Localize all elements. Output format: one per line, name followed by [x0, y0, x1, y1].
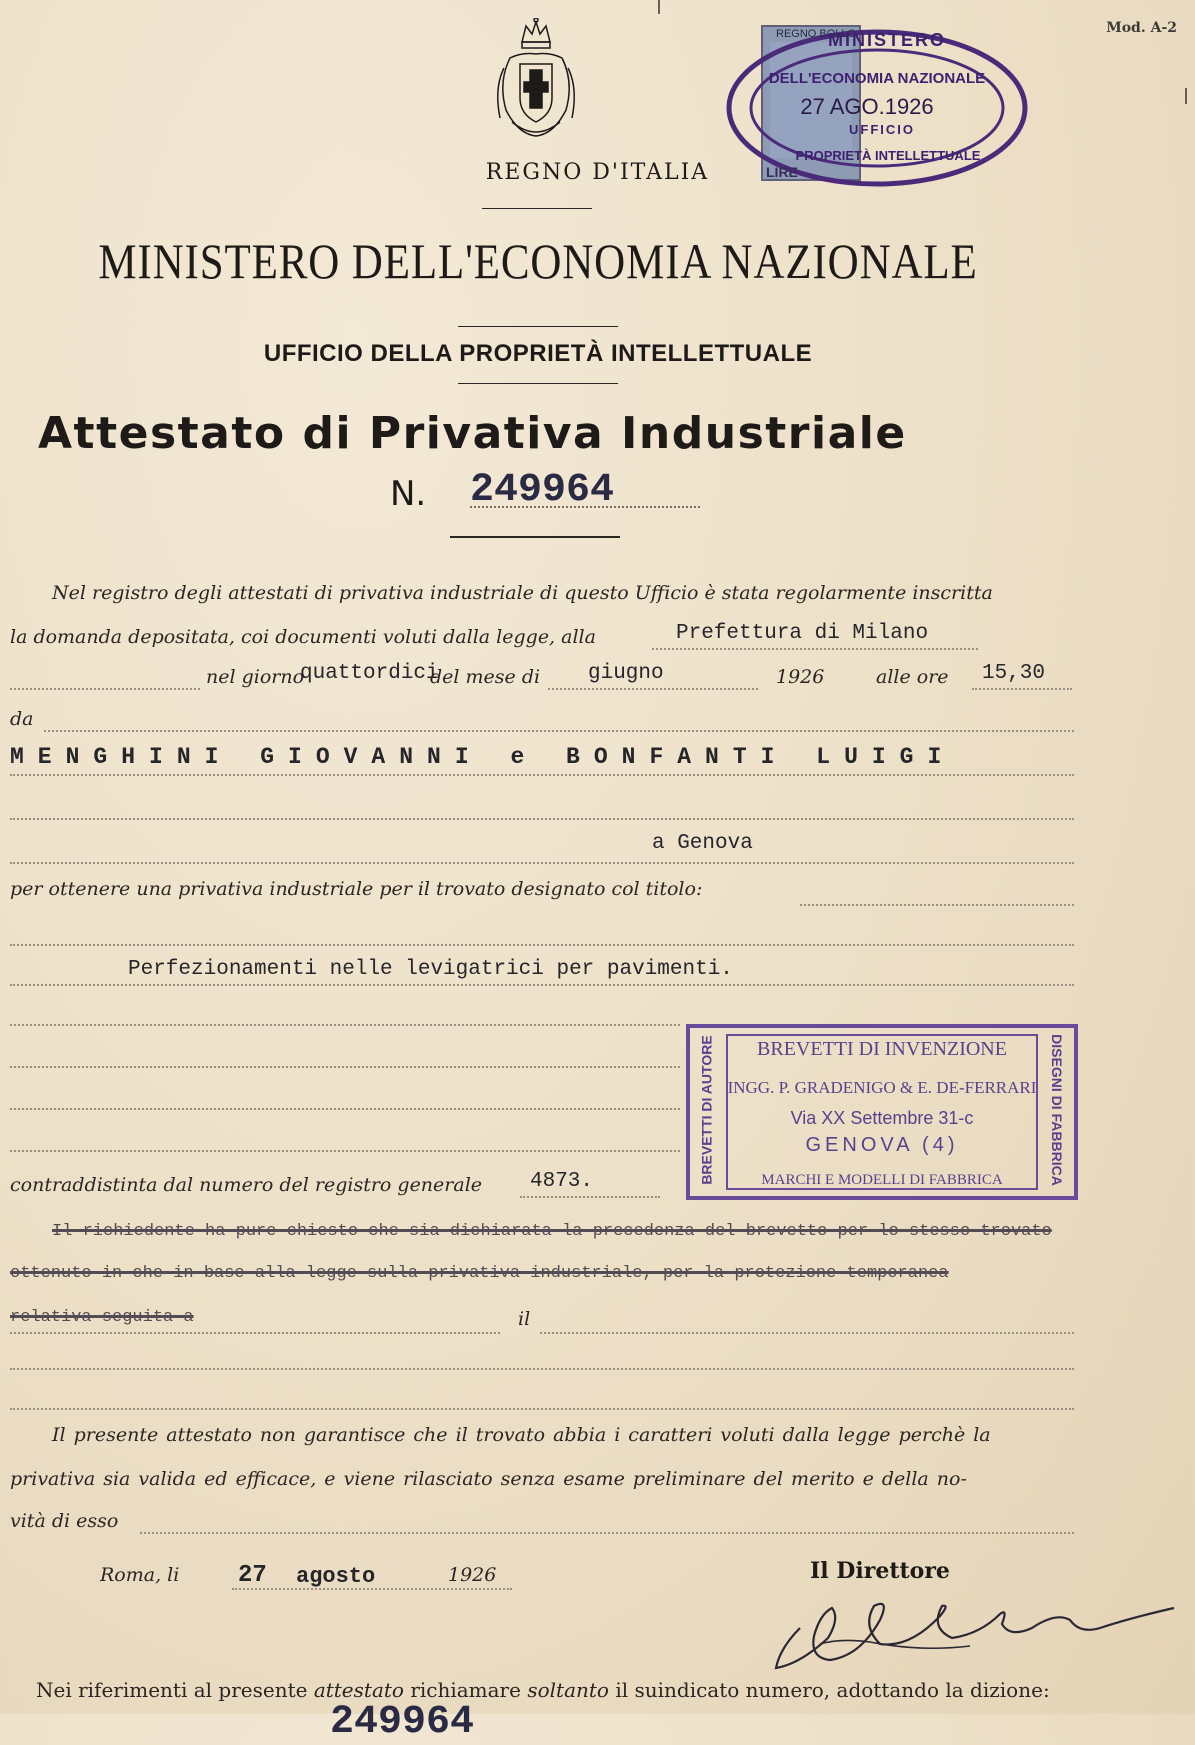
edge-mark: [658, 0, 660, 14]
applicants-value: MENGHINI GIOVANNI e BONFANTI LUIGI: [10, 744, 956, 770]
stamp-ring-top: MINISTERO: [827, 30, 946, 50]
agent-stamp-right-text: DISEGNI DI FABBRICA: [1049, 1034, 1065, 1186]
number-label: N.: [390, 474, 427, 514]
footer-note: [36, 1678, 1050, 1702]
purpose-line: per ottenere una privativa industriale per il trovato designato col titolo:: [10, 878, 703, 900]
dotted-line: [10, 1368, 1074, 1370]
disclaimer-line-1: Il presente attestato non garantisce che il trovato abbia i caratteri voluti dalla legge perchè la: [52, 1424, 991, 1446]
divider: [458, 383, 618, 384]
dotted-line: [10, 1150, 680, 1152]
director-label: Il Direttore: [810, 1558, 950, 1584]
ministry-heading: MINISTERO DELL'ECONOMIA NAZIONALE: [98, 233, 978, 289]
struck-line-1: Il richiedente ha pure chiesto che sia dichiarata la precedenza del brevetto per lo stesso trovato: [52, 1222, 1052, 1241]
invention-title: Perfezionamenti nelle levigatrici per pavimenti.: [128, 958, 733, 981]
agent-stamp: [686, 1024, 1078, 1200]
dotted-line: [520, 1196, 660, 1198]
dotted-line: [10, 1066, 680, 1068]
dotted-line: [972, 688, 1072, 690]
patent-number: 249964: [470, 468, 615, 513]
footer-text-1: Nei riferimenti al presente: [36, 1678, 308, 1702]
divider: [450, 536, 620, 538]
place-label: Roma, li: [100, 1564, 180, 1586]
dotted-line: [10, 984, 1074, 986]
dotted-line: [800, 904, 1074, 906]
footer-text-5: il suindicato numero, adottando la dizione:: [615, 1678, 1050, 1702]
disclaimer-line-2: privativa sia valida ed efficace, e viene rilasciato senza esame preliminare del merito e della no-: [10, 1468, 967, 1490]
issue-month: agosto: [296, 1564, 376, 1589]
agent-stamp-left-text: BREVETTI DI AUTORE: [699, 1035, 716, 1185]
dotted-line: [652, 648, 978, 650]
revenue-stamp-bottom: LIRE: [766, 164, 798, 180]
footer-number: 249964: [330, 1700, 475, 1745]
revenue-stamp-top: REGNO BOLLO: [776, 28, 857, 40]
model-code: Mod. A-2: [1106, 20, 1177, 36]
royal-crest-icon: [492, 18, 580, 142]
year-value: 1926: [776, 666, 825, 688]
issue-day: 27: [238, 1562, 267, 1589]
day-label: nel giorno: [206, 666, 305, 688]
dotted-line: [232, 1588, 512, 1590]
agent-stamp-line-4: GENOVA (4): [805, 1134, 959, 1156]
dotted-line: [470, 506, 700, 508]
dotted-line: [10, 1024, 680, 1026]
dotted-line: [10, 688, 200, 690]
office-heading: UFFICIO DELLA PROPRIETÀ INTELLETTUALE: [263, 340, 813, 367]
dotted-line: [10, 1332, 500, 1334]
stamp-line-1: DELL'ECONOMIA NAZIONALE: [768, 70, 986, 87]
footer-text-3: richiamare: [410, 1678, 521, 1702]
hour-label: alle ore: [876, 666, 949, 688]
dotted-line: [140, 1532, 1074, 1534]
il-label: il: [518, 1308, 531, 1330]
month-label: del mese di: [430, 666, 541, 688]
body-line-1: Nel registro degli attestati di privativa industriale di questo Ufficio è stata regolarmente inscritta: [52, 582, 993, 604]
issue-year: 1926: [448, 1564, 497, 1586]
document-title: Attestato di Privativa Industriale: [38, 408, 907, 459]
dotted-line: [10, 862, 1074, 864]
dotted-line: [10, 818, 1074, 820]
struck-line-2: ottenuto in che in base alla legge sulla privativa industriale, per la protezione temporanea: [10, 1264, 949, 1283]
prefecture-value: Prefettura di Milano: [676, 622, 929, 645]
agent-stamp-line-1: BREVETTI DI INVENZIONE: [757, 1038, 1007, 1060]
agent-stamp-line-2: INGG. P. GRADENIGO & E. DE-FERRARI: [727, 1078, 1037, 1097]
agent-stamp-line-3: Via XX Settembre 31-c: [790, 1108, 974, 1128]
dotted-line: [44, 730, 1074, 732]
footer-text-4: soltanto: [527, 1678, 609, 1702]
edge-mark: [1185, 88, 1187, 104]
stamp-date: 27 AGO.1926: [800, 94, 934, 119]
da-label: da: [10, 708, 34, 730]
body-line-2: la domanda depositata, coi documenti voluti dalla legge, alla: [10, 626, 596, 648]
director-signature: [770, 1568, 1180, 1678]
hour-value: 15,30: [982, 662, 1046, 685]
stamp-line-3: UFFICIO: [849, 122, 915, 137]
dotted-line: [10, 774, 1074, 776]
disclaimer-line-3: vità di esso: [10, 1510, 119, 1532]
register-number: 4873.: [530, 1170, 594, 1193]
month-value: giugno: [588, 662, 664, 685]
struck-line-3: relativa seguita a: [10, 1308, 194, 1327]
dotted-line: [10, 1408, 1074, 1410]
dotted-line: [548, 688, 758, 690]
divider: [482, 208, 592, 209]
dotted-line: [540, 1332, 1074, 1334]
register-label: contraddistinta dal numero del registro generale: [10, 1174, 483, 1196]
day-value: quattordici: [300, 662, 439, 685]
divider: [458, 326, 618, 327]
dotted-line: [10, 1108, 680, 1110]
dotted-line: [10, 944, 1074, 946]
stamp-ring-bottom: PROPRIETÀ INTELLETTUALE: [795, 148, 981, 163]
kingdom-heading: REGNO D'ITALIA: [485, 160, 710, 185]
footer-text-2: attestato: [313, 1678, 404, 1702]
city-value: a Genova: [652, 832, 753, 855]
agent-stamp-line-5: MARCHI E MODELLI DI FABBRICA: [761, 1172, 1003, 1188]
